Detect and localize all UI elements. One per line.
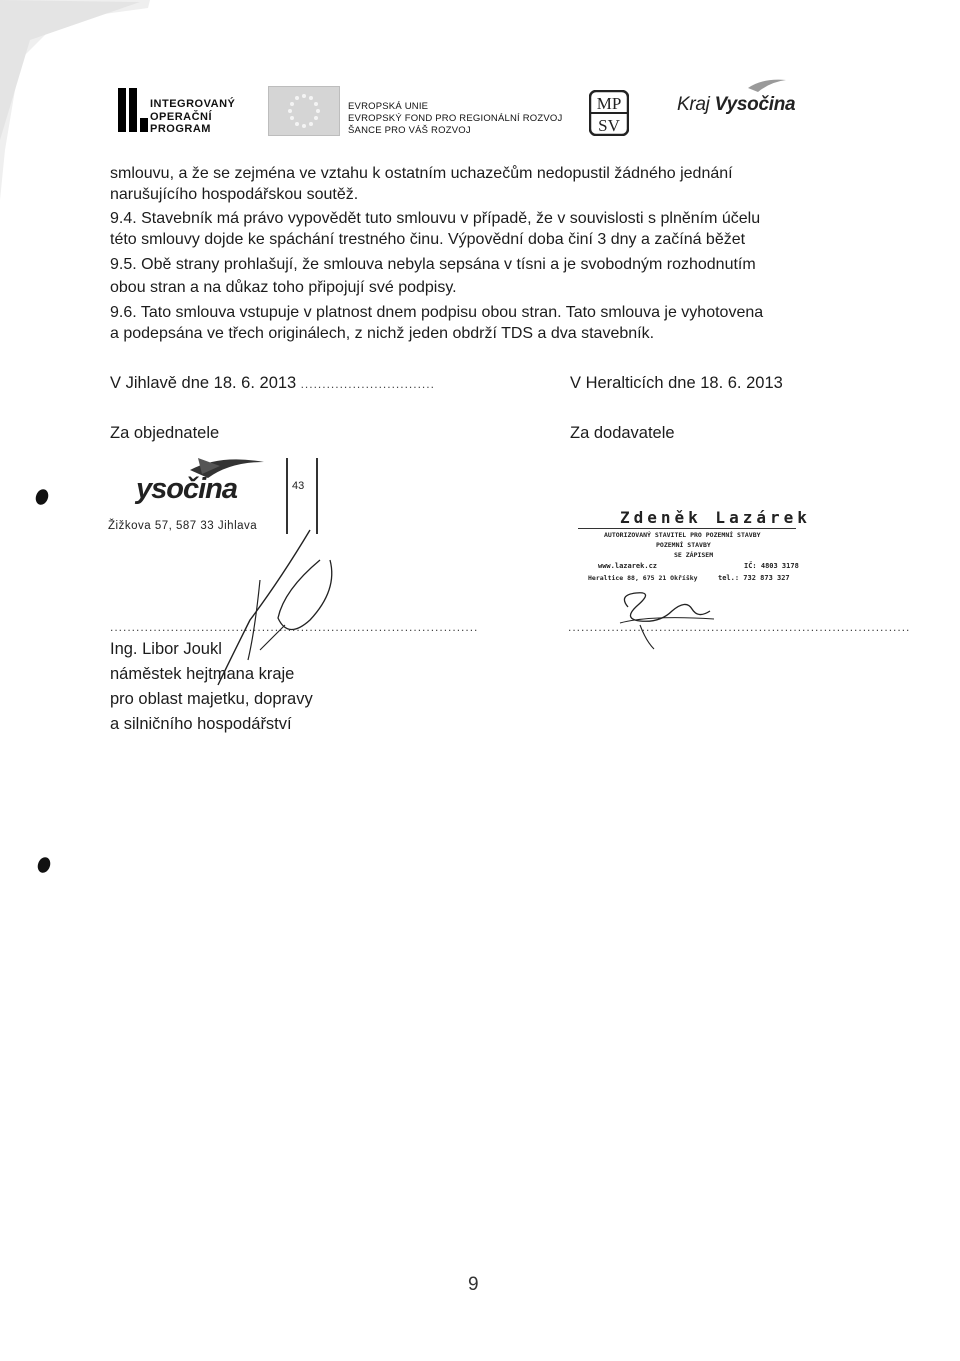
punch-hole-mark [36,855,53,874]
handwritten-signature-right [610,585,720,655]
clause-9-6-line-1: 9.6. Tato smlouva vstupuje v platnost dnem podpisu obou stran. Tato smlouva je vyhotovena [110,304,764,321]
iop-line2: OPERAČNÍ [150,110,213,123]
eu-line3: ŠANCE PRO VÁŠ ROZVOJ [348,125,471,136]
supplier-stamp-phone: tel.: 732 873 327 [718,574,790,582]
signatory-role-3: a silničního hospodářství [110,715,292,733]
clause-9-5-line-2: obou stran a na důkaz toho připojují své podpisy. [110,279,457,296]
supplier-stamp-line-3: SE ZÁPISEM [674,551,714,559]
supplier-stamp-rule [578,528,796,529]
eu-line1: EVROPSKÁ UNIE [348,101,429,112]
left-place-date [110,374,435,393]
stamp-number: 43 [292,480,305,492]
clause-9-4-line-2: této smlouvy dojde ke spáchání trestného činu. Výpovědní doba činí 3 dny a začíná běžet [110,231,746,248]
kraj-vysocina-logo [677,94,795,116]
signatory-role-1: náměstek hejtmana kraje [110,665,295,683]
right-place-date: V Heralticích dne 18. 6. 2013 [570,374,783,392]
eu-text [348,101,562,137]
eu-line2: EVROPSKÝ FOND PRO REGIONÁLNÍ ROZVOJ [348,113,563,124]
stamp-address: Žižkova 57, 587 33 Jihlava [108,520,258,532]
body-line-1: smlouvu, a že se zejména ve vztahu k ostatním uchazečům nedopustil žádného jednání [110,165,733,182]
left-party-label: Za objednatele [110,424,220,442]
supplier-stamp-line-2: POZEMNÍ STAVBY [656,541,711,549]
iop-line3: PROGRAM [150,123,211,135]
mpsv-top: MP [596,94,622,113]
supplier-stamp-web: www.lazarek.cz [598,562,658,570]
stamp-logo-text: ysočina [136,473,237,505]
right-signature-line: ............................................................................... [568,620,911,634]
vysocina-word: Vysočina [714,94,796,115]
left-date-dots: ............................... [296,377,435,391]
supplier-stamp-ico: IČ: 4803 3178 [744,562,799,570]
kraj-word: Kraj [677,94,710,115]
supplier-stamp-line-1: AUTORIZOVANÝ STAVITEL PRO POZEMNÍ STAVBY [604,531,761,539]
mpsv-logo-icon [589,90,629,136]
punch-hole-mark [34,487,51,506]
clause-9-4-line-1: 9.4. Stavebník má právo vypovědět tuto smlouvu v případě, že v souvislosti s plněním účelu [110,210,761,227]
eu-flag-icon [268,86,340,136]
supplier-stamp-name: Zdeněk Lazárek [620,508,811,527]
signatory-role-2: pro oblast majetku, dopravy [110,690,313,708]
left-place-date-text: V Jihlavě dne 18. 6. 2013 [110,374,297,392]
iop-line1: INTEGROVANÝ [150,98,236,110]
body-line-2: narušujícího hospodářskou soutěž. [110,186,359,203]
iop-logo-text [150,98,235,136]
clause-9-5-line-1: 9.5. Obě strany prohlašují, že smlouva nebyla sepsána v tísni a je svobodným rozhodnutím [110,256,756,273]
clause-9-6-line-2: a podepsána ve třech originálech, z nichž jeden obdrží TDS a dva stavebník. [110,325,655,342]
mpsv-bottom: SV [598,116,620,135]
page-number: 9 [468,1274,479,1295]
supplier-stamp-address: Heraltice 88, 675 21 Okříšky [588,574,698,582]
left-signature-line: ..................................................................................... [110,620,479,634]
signatory-name: Ing. Libor Joukl [110,640,222,658]
right-party-label: Za dodavatele [570,424,675,442]
